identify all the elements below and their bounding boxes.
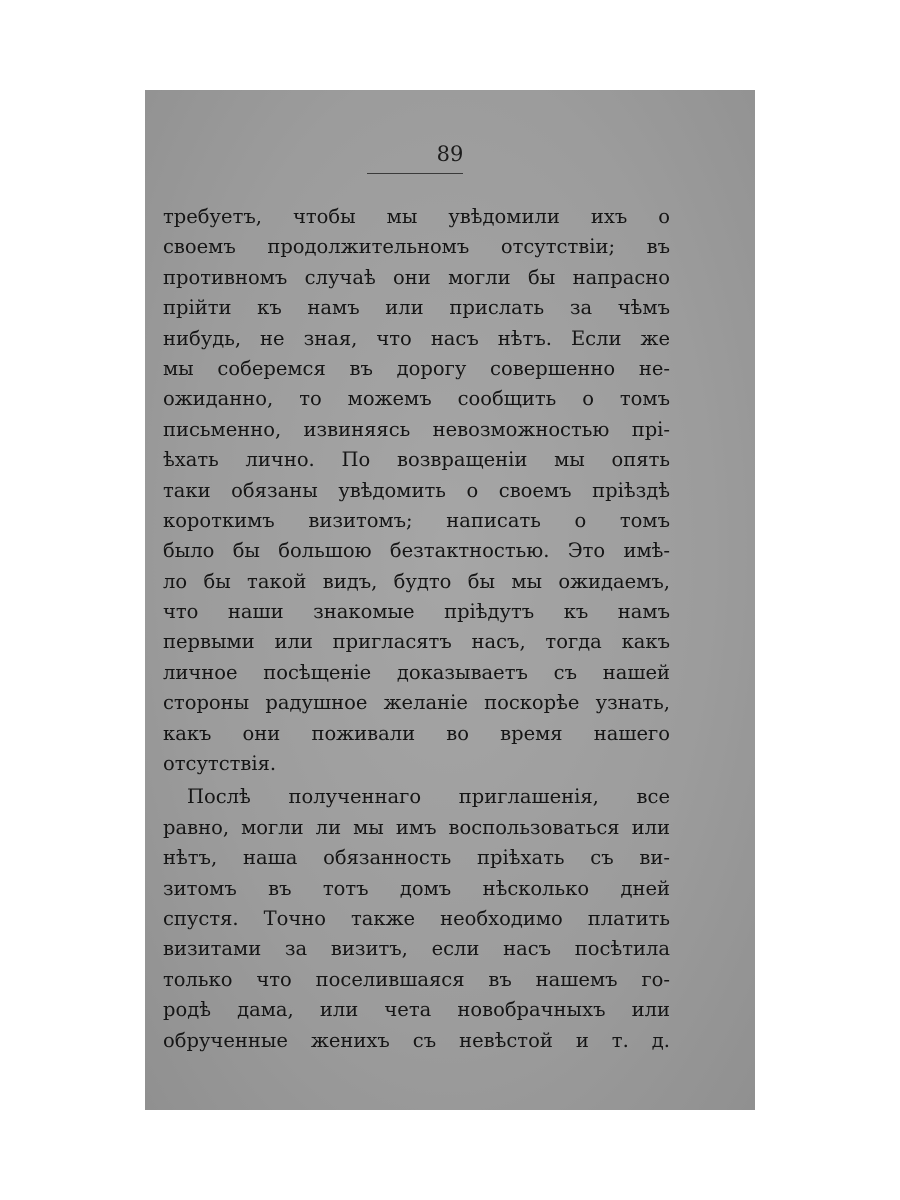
text-line: прiйти къ намъ или прислать за чѣмъ (163, 296, 670, 320)
text-line: отсутствiя. (163, 752, 277, 776)
text-line: было бы большою безтактностью. Это имѣ- (163, 539, 670, 563)
page-number: 89 (436, 142, 464, 166)
text-line: ожиданно, то можемъ сообщить о томъ (163, 387, 670, 411)
text-line: нѣтъ, наша обязанность прiѣхать съ ви- (163, 846, 670, 870)
text-line: первыми или пригласятъ насъ, тогда какъ (163, 630, 670, 654)
text-line: своемъ продолжительномъ отсутствiи; въ (163, 235, 670, 259)
text-line: противномъ случаѣ они могли бы напрасно (163, 265, 670, 289)
text-line: родѣ дама, или чета новобрачныхъ или (163, 998, 670, 1022)
text-line: какъ они поживали во время нашего (163, 721, 670, 745)
text-line: обрученные женихъ съ невѣстой и т. д. (163, 1028, 670, 1052)
text-line: Послѣ полученнаго приглашенiя, все (187, 785, 670, 809)
text-line: зитомъ въ тотъ домъ нѣсколько дней (163, 876, 670, 900)
body-text (163, 202, 670, 1056)
paragraph-1 (163, 202, 670, 779)
text-line: нибудь, не зная, что насъ нѣтъ. Если же (163, 326, 670, 350)
paragraph-2 (163, 782, 670, 1056)
text-line: ѣхать лично. По возвращенiи мы опять (163, 448, 670, 472)
text-line: спустя. Точно также необходимо платить (163, 906, 670, 930)
text-line: стороны радушное желанiе поскорѣе узнать, (163, 691, 670, 715)
text-line: что наши знакомые прiѣдутъ къ намъ (163, 600, 670, 624)
text-line: письменно, извиняясь невозможностью прi- (163, 417, 670, 441)
text-line: только что поселившаяся въ нашемъ го- (163, 967, 670, 991)
text-line: равно, могли ли мы имъ воспользоваться или (163, 815, 670, 839)
text-line: ло бы такой видъ, будто бы мы ожидаемъ, (163, 569, 670, 593)
text-line: мы соберемся въ дорогу совершенно не- (163, 356, 670, 380)
text-line: таки обязаны увѣдомить о своемъ прiѣздѣ (163, 478, 670, 502)
text-line: короткимъ визитомъ; написать о томъ (163, 508, 670, 532)
text-line: требуетъ, чтобы мы увѣдомили ихъ о (163, 205, 670, 228)
text-line: визитами за визитъ, если насъ посѣтила (163, 937, 670, 961)
header-rule (367, 173, 463, 174)
text-line: личное посѣщенiе доказываетъ съ нашей (163, 660, 670, 684)
scanned-page (145, 90, 755, 1110)
